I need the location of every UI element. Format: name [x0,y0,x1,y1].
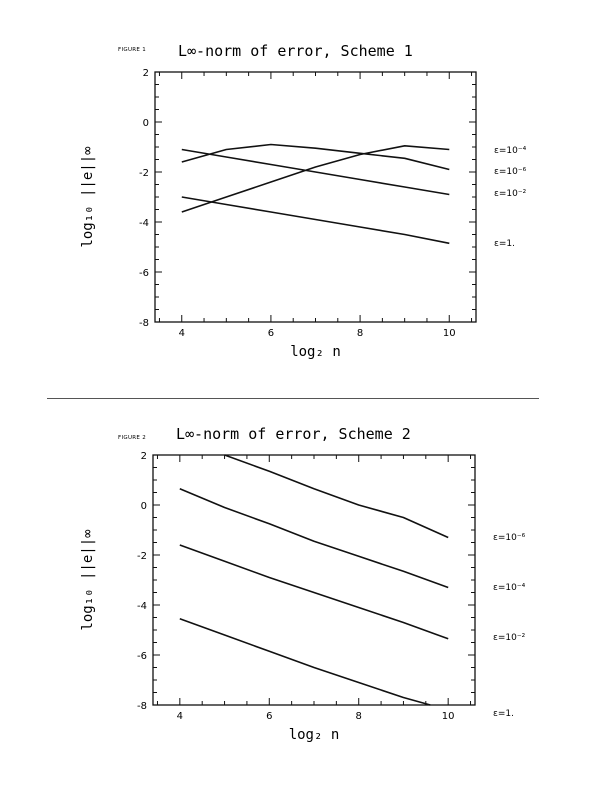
y-tick-label: 0 [140,501,147,512]
series-label: ε=10⁻² [493,633,526,643]
x-tick-label: 10 [441,711,455,722]
series-line [180,545,448,639]
series-label: ε=1. [493,709,514,719]
y-axis-label: log₁₀ ||e||∞ [80,529,96,631]
chart-title: L∞-norm of error, Scheme 2 [176,425,411,443]
chart-title: L∞-norm of error, Scheme 1 [178,42,413,60]
series-line [180,489,448,588]
chart-scheme-1 [80,42,527,360]
x-tick-label: 6 [266,711,273,722]
y-tick-label: -8 [137,701,147,712]
y-tick-label: -2 [137,551,147,562]
series-line [225,455,449,538]
page-divider [47,398,539,399]
x-tick-label: 4 [178,328,185,339]
x-tick-label: 4 [176,711,184,722]
series-label: ε=10⁻⁶ [493,533,526,543]
y-tick-label: -6 [139,268,149,279]
x-tick-label: 10 [442,328,456,339]
series-label: ε=1. [494,239,515,249]
x-tick-label: 8 [356,328,364,339]
series-line [182,197,450,243]
x-axis-label: log₂ n [288,727,340,743]
y-tick-label: -8 [139,318,149,329]
y-tick-label: 2 [140,451,147,462]
y-tick-label: -2 [139,168,149,179]
series-label: ε=10⁻² [494,189,527,199]
chart-scheme-2 [80,425,526,743]
y-axis-label: log₁₀ ||e||∞ [80,146,96,248]
series-label: ε=10⁻⁴ [494,146,527,156]
y-tick-label: 2 [142,68,149,79]
y-tick-label: -4 [139,218,149,229]
series-line [182,150,450,195]
figure-2-label: FIGURE 2 [118,435,147,441]
x-tick-label: 8 [355,711,362,722]
plot-frame [155,72,476,322]
y-tick-label: 0 [142,118,149,129]
series-line [180,619,430,705]
series-label: ε=10⁻⁶ [494,167,527,177]
x-tick-label: 6 [267,328,275,339]
y-tick-label: -4 [137,601,147,612]
figure-1-label: FIGURE 1 [118,47,147,53]
y-tick-label: -6 [137,651,147,662]
series-label: ε=10⁻⁴ [493,583,526,593]
x-axis-label: log₂ n [290,344,341,360]
